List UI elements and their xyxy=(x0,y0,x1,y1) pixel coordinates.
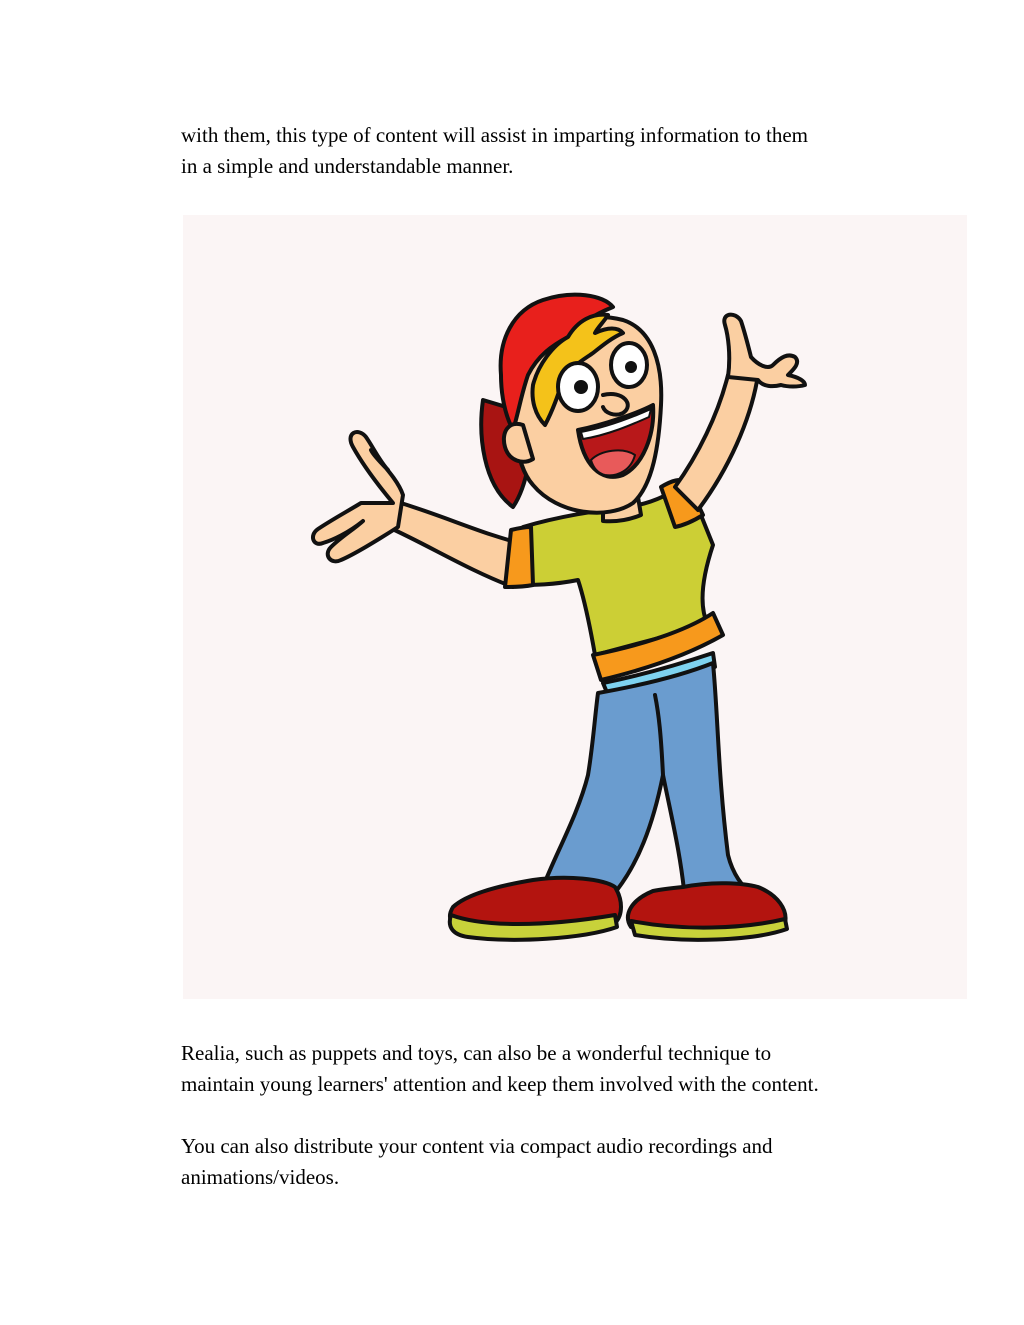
right-arm xyxy=(675,375,758,510)
realia-line-2: maintain young learners' attention and keep them involved with the content. xyxy=(181,1072,819,1096)
intro-line-1: with them, this type of content will assist in imparting information to them xyxy=(181,123,809,147)
jeans xyxy=(543,663,751,900)
realia-paragraph xyxy=(181,1038,941,1100)
left-hand xyxy=(313,432,403,561)
audio-line-2: animations/videos. xyxy=(181,1165,340,1189)
audio-line-1: You can also distribute your content via compact audio recordings and xyxy=(181,1134,773,1158)
left-pupil xyxy=(574,380,588,394)
audio-paragraph xyxy=(181,1131,941,1193)
right-pupil xyxy=(625,361,637,373)
cartoon-boy-illustration xyxy=(183,215,967,999)
nose xyxy=(603,394,628,415)
cartoon-boy-graphic xyxy=(183,215,967,999)
left-sleeve xyxy=(505,527,533,587)
intro-line-2: in a simple and understandable manner. xyxy=(181,154,514,178)
realia-line-1: Realia, such as puppets and toys, can also be a wonderful technique to xyxy=(181,1041,772,1065)
intro-paragraph xyxy=(181,120,941,182)
right-hand xyxy=(724,315,805,387)
